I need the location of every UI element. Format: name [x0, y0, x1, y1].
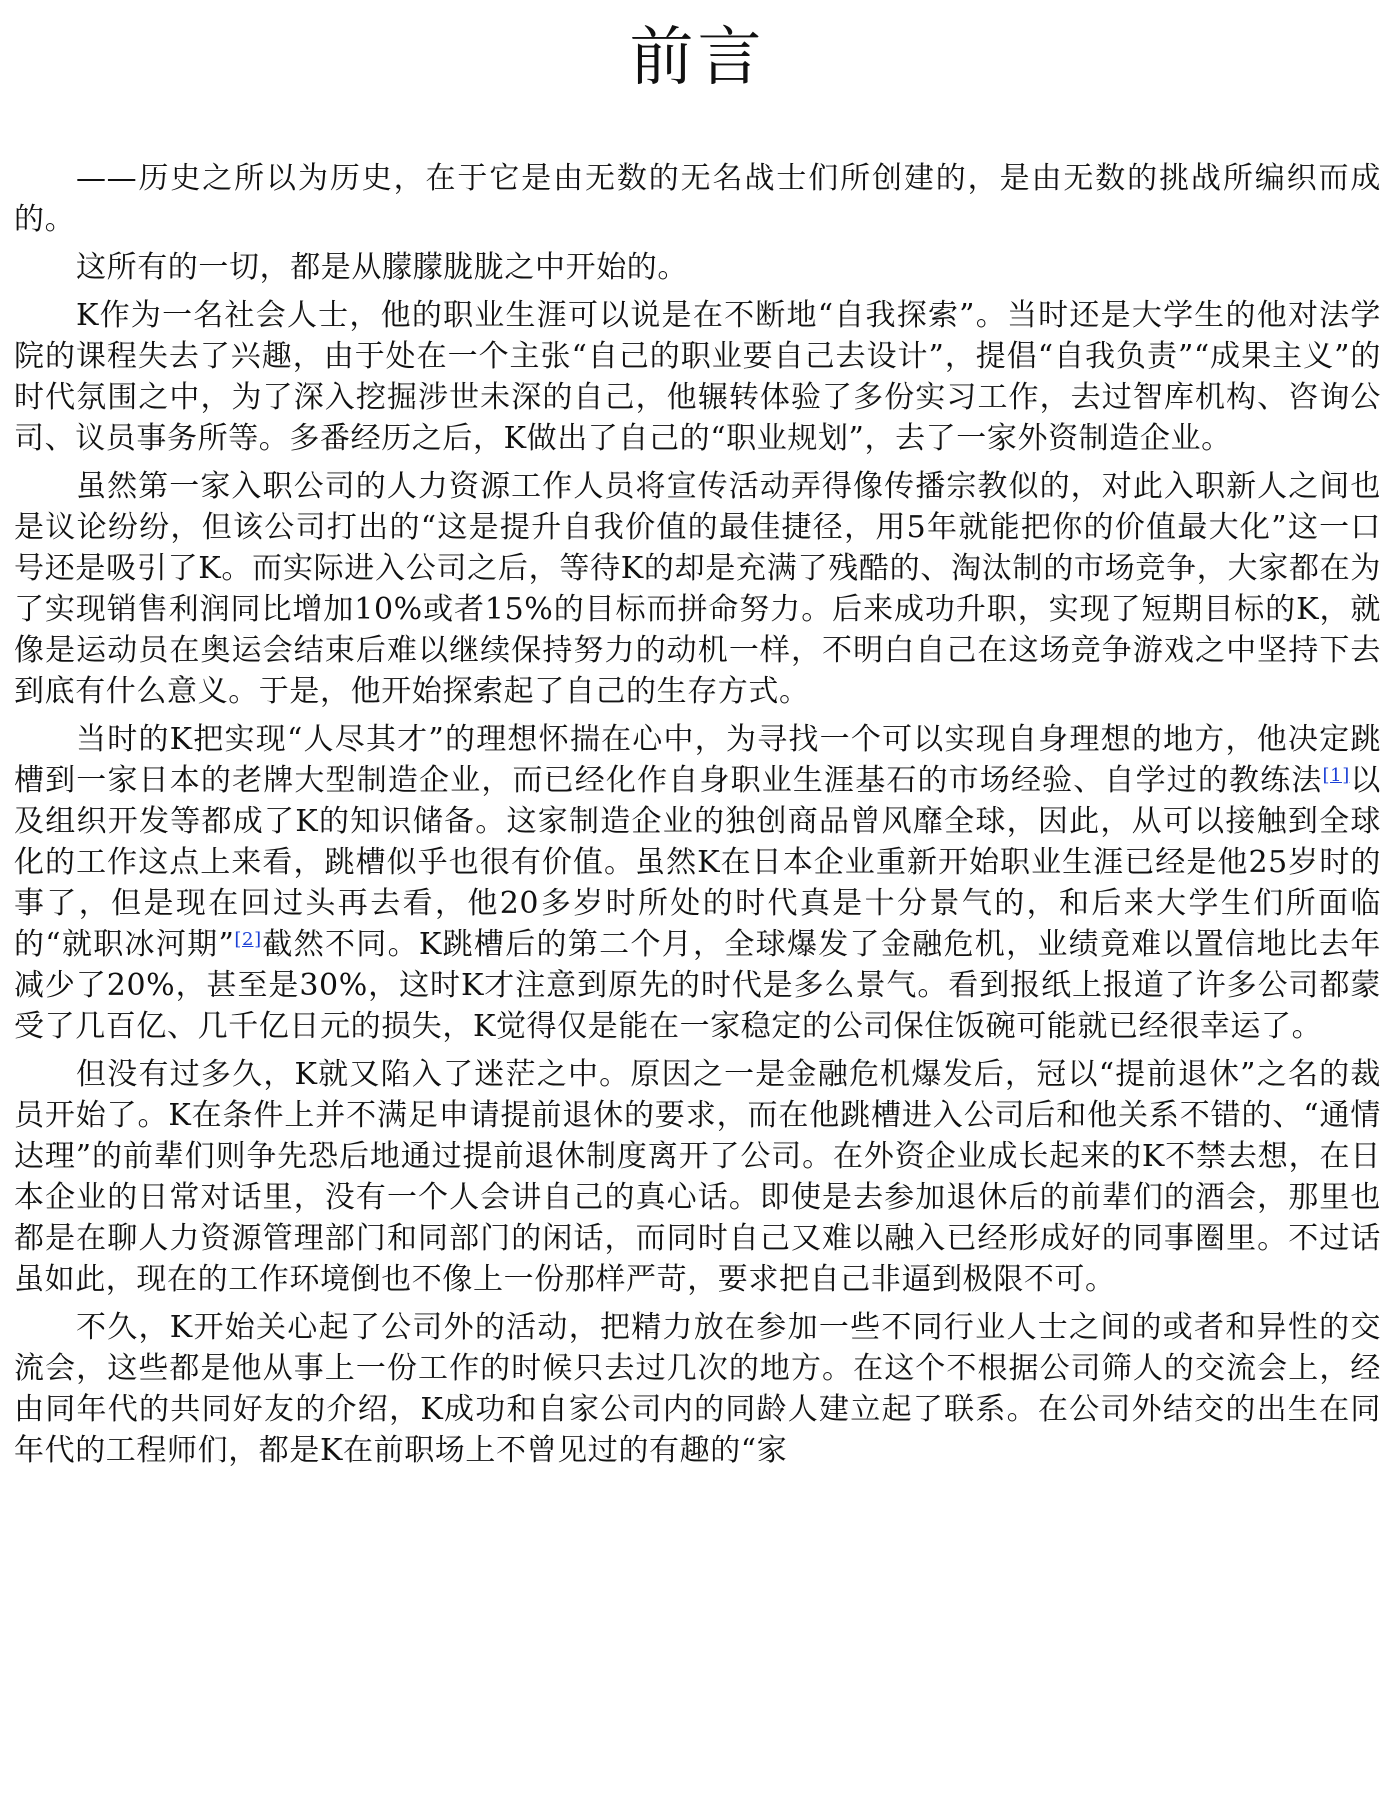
paragraph-text: 当时的K把实现“人尽其才”的理想怀揣在心中，为寻找一个可以实现自身理想的地方，他决定跳槽到一家日本的老牌大型制造企业，而已经化作自身职业生涯基石的市场经验、自学过的教练法: [14, 722, 1381, 798]
paragraph-text: K作为一名社会人士，他的职业生涯可以说是在不断地“自我探索”。当时还是大学生的他对法学院的课程失去了兴趣，由于处在一个主张“自己的职业要自己去设计”，提倡“自我负责”“成果主义”的时代氛围之中，为了深入挖掘涉世未深的自己，他辗转体验了多份实习工作，去过智库机构、咨询公司、议员事务所等。多番经历之后，K做出了自己的“职业规划”，去了一家外资制造企业。: [14, 298, 1381, 456]
paragraph-text: 截然不同。K跳槽后的第二个月，全球爆发了金融危机，业绩竟难以置信地比去年减少了20%，甚至是30%，这时K才注意到原先的时代是多么景气。看到报纸上报道了许多公司都蒙受了几百亿、几千亿日元的损失，K觉得仅是能在一家稳定的公司保住饭碗可能就已经很幸运了。: [14, 927, 1381, 1044]
paragraph: [14, 1307, 1381, 1471]
paragraph-text: 以及组织开发等都成了K的知识储备。这家制造企业的独创商品曾风靡全球，因此，从可以接触到全球化的工作这点上来看，跳槽似乎也很有价值。虽然K在日本企业重新开始职业生涯已经是他25岁时的事了，但是现在回过头再去看，他20多岁时所处的时代真是十分景气的，和后来大学生们所面临的“就职冰河期”: [14, 763, 1381, 962]
paragraph: [14, 295, 1381, 459]
paragraph-text: ——历史之所以为历史，在于它是由无数的无名战士们所创建的，是由无数的挑战所编织而成的。: [14, 161, 1381, 237]
footnote-link[interactable]: [2]: [234, 929, 262, 950]
body-text: [14, 158, 1381, 1471]
paragraph: [14, 719, 1381, 1047]
paragraph: [14, 1054, 1381, 1300]
paragraph-text: 但没有过多久，K就又陷入了迷茫之中。原因之一是金融危机爆发后，冠以“提前退休”之名的裁员开始了。K在条件上并不满足申请提前退休的要求，而在他跳槽进入公司后和他关系不错的、“通情达理”的前辈们则争先恐后地通过提前退休制度离开了公司。在外资企业成长起来的K不禁去想，在日本企业的日常对话里，没有一个人会讲自己的真心话。即使是去参加退休后的前辈们的酒会，那里也都是在聊人力资源管理部门和同部门的闲话，而同时自己又难以融入已经形成好的同事圈里。不过话虽如此，现在的工作环境倒也不像上一份那样严苛，要求把自己非逼到极限不可。: [14, 1057, 1381, 1297]
page-title: 前言: [629, 21, 766, 95]
footnote-link[interactable]: [1]: [1322, 765, 1350, 786]
paragraph-text: 这所有的一切，都是从朦朦胧胧之中开始的。: [76, 250, 688, 285]
paragraph: [14, 247, 1381, 288]
paragraph-text: 不久，K开始关心起了公司外的活动，把精力放在参加一些不同行业人士之间的或者和异性的交流会，这些都是他从事上一份工作的时候只去过几次的地方。在这个不根据公司筛人的交流会上，经由同年代的共同好友的介绍，K成功和自家公司内的同龄人建立起了联系。在公司外结交的出生在同年代的工程师们，都是K在前职场上不曾见过的有趣的“家: [14, 1310, 1381, 1468]
paragraph: [14, 466, 1381, 712]
footnote-ref[interactable]: [1323, 765, 1350, 786]
footnote-ref[interactable]: [234, 929, 261, 950]
paragraph-text: 虽然第一家入职公司的人力资源工作人员将宣传活动弄得像传播宗教似的，对此入职新人之间也是议论纷纷，但该公司打出的“这是提升自我价值的最佳捷径，用5年就能把你的价值最大化”这一口号还是吸引了K。而实际进入公司之后，等待K的却是充满了残酷的、淘汰制的市场竞争，大家都在为了实现销售利润同比增加10%或者15%的目标而拼命努力。后来成功升职，实现了短期目标的K，就像是运动员在奥运会结束后难以继续保持努力的动机一样，不明白自己在这场竞争游戏之中坚持下去到底有什么意义。于是，他开始探索起了自己的生存方式。: [14, 469, 1381, 709]
paragraph: [14, 158, 1381, 240]
